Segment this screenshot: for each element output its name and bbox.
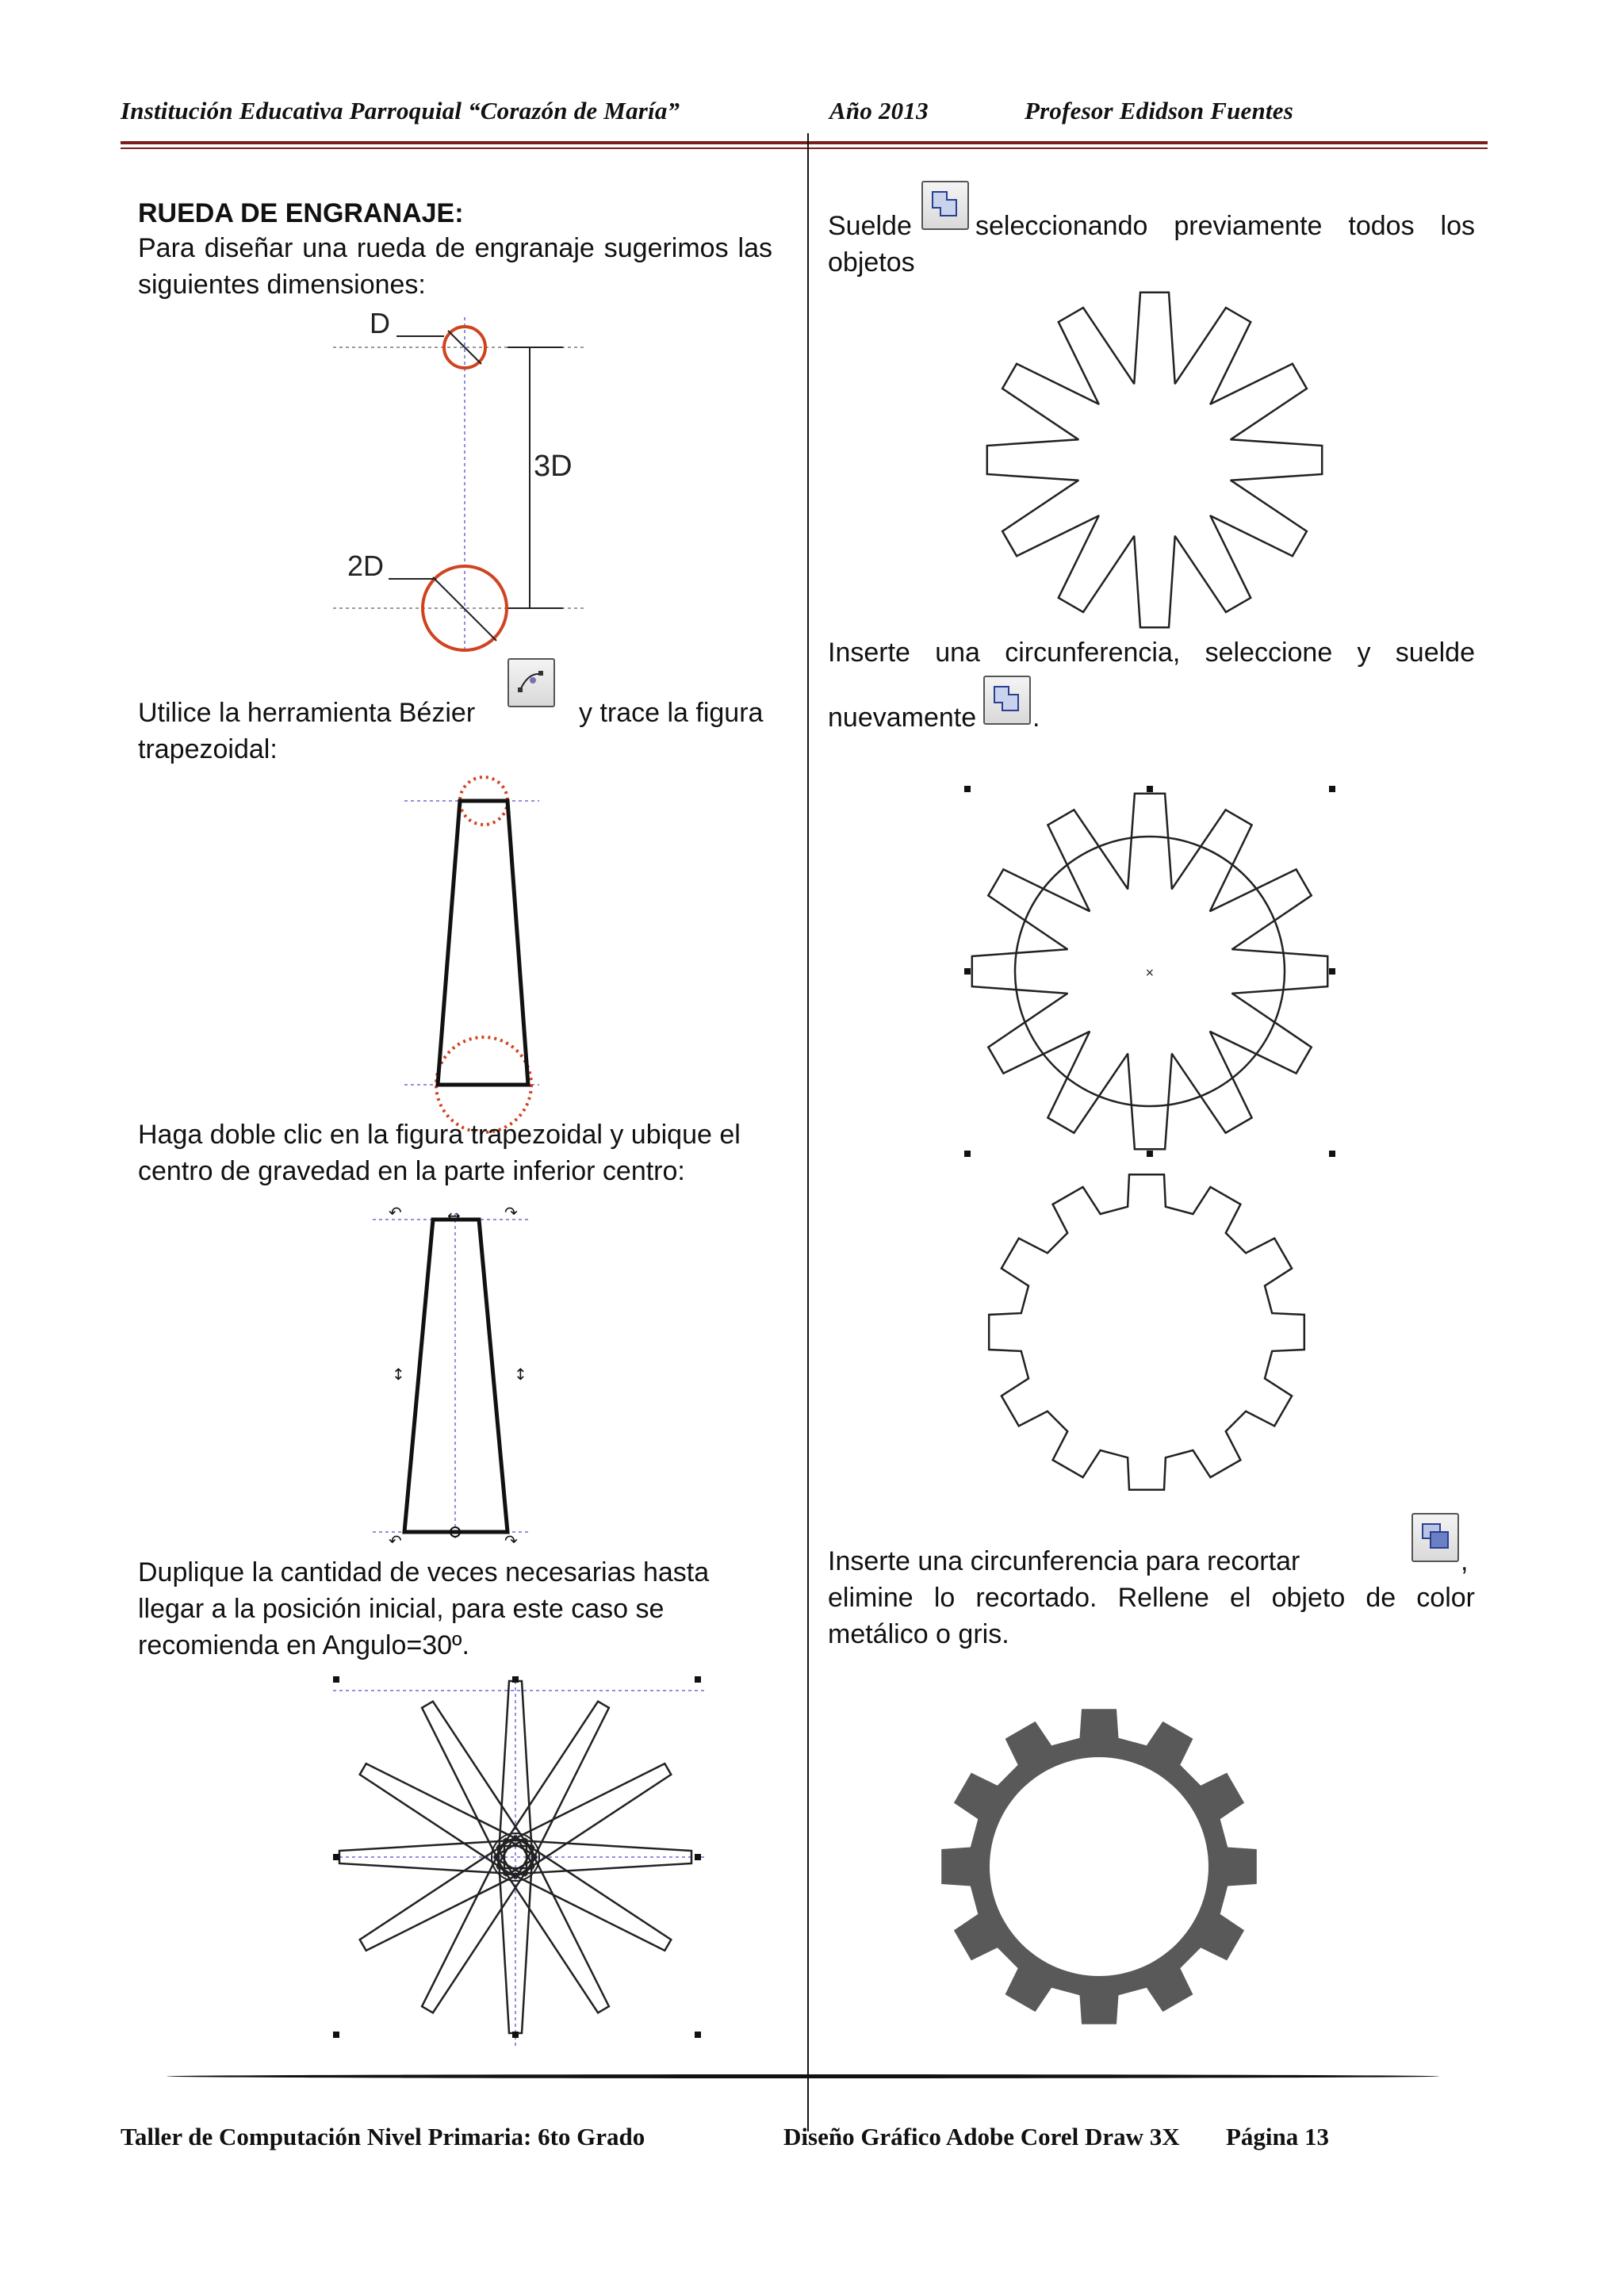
trapezoid-copy — [422, 1702, 536, 1875]
header-rule-thin — [121, 147, 1488, 149]
trim-line-2: elimine lo recortado. Rellene el objeto de color — [828, 1583, 1475, 1613]
gravity-line-2: centro de gravedad en la parte inferior centro: — [138, 1156, 685, 1186]
weld-rest: seleccionando previamente todos los — [975, 211, 1475, 241]
trim-button[interactable] — [1411, 1513, 1459, 1562]
gear-outline-figure — [980, 1166, 1313, 1499]
trapezoid-copy — [495, 1839, 609, 2013]
gear-outline — [989, 1174, 1304, 1490]
weld-line-2: objetos — [828, 247, 915, 278]
footer-subject: Diseño Gráfico Adobe Corel Draw 3X — [783, 2123, 1180, 2150]
trapezoid-copy — [360, 1836, 534, 1951]
welded-star-figure — [980, 285, 1329, 634]
trim-part1: Inserte una circunferencia para recortar — [828, 1546, 1300, 1576]
svg-text:×: × — [1145, 967, 1155, 979]
trim-icon — [1419, 1521, 1451, 1553]
filled-gear — [941, 1709, 1257, 2024]
footer-page: Página 13 — [1226, 2123, 1330, 2150]
trapezoid-copy — [360, 1764, 534, 1878]
svg-text:↷: ↷ — [504, 1531, 518, 1550]
footer-rule — [167, 2074, 1439, 2078]
duplicate-line-3: recomienda en Angulo=30º. — [138, 1630, 469, 1660]
bezier-text-line2: trapezoidal: — [138, 734, 278, 764]
dimension-diagram — [325, 301, 611, 658]
svg-text:↕: ↕ — [514, 1365, 527, 1384]
rotated-copies-figure — [317, 1673, 714, 2054]
filled-gear-figure — [933, 1700, 1266, 2033]
svg-text:↶: ↶ — [389, 1203, 402, 1222]
bezier-text-part2: y trace la figura — [579, 698, 764, 728]
trapezoid-figure — [396, 771, 555, 1104]
star-with-circle-figure — [959, 781, 1340, 1162]
circle-line-2: nuevamente — [828, 703, 977, 733]
trapezoid-rotation-figure — [357, 1205, 547, 1554]
trim-comma: , — [1461, 1546, 1469, 1576]
circle-period: . — [1032, 703, 1040, 733]
svg-text:↔: ↔ — [447, 1206, 461, 1225]
trapezoid-copy — [497, 1836, 671, 1951]
intro-line-2: siguientes dimensiones: — [138, 270, 426, 300]
trapezoid-copy — [497, 1764, 671, 1878]
header-rule — [121, 141, 1488, 144]
weld-icon-2 — [991, 684, 1023, 715]
trapezoid-copy — [422, 1839, 536, 2013]
footer-course: Taller de Computación Nivel Primaria: 6to Grado — [121, 2123, 645, 2150]
circle-line-1: Inserte una circunferencia, seleccione y suelde — [828, 638, 1475, 668]
duplicate-line-2: llegar a la posición inicial, para este caso se — [138, 1594, 665, 1624]
label-3d: 3D — [534, 450, 573, 483]
label-d: D — [370, 307, 390, 339]
weld-icon — [929, 189, 961, 220]
intro-line-1: Para diseñar una rueda de engranaje sugerimos las — [138, 233, 772, 263]
column-divider — [807, 133, 809, 2131]
weld-button-2[interactable] — [983, 676, 1031, 725]
svg-text:↶: ↶ — [389, 1531, 402, 1550]
bezier-tool-button[interactable] — [508, 658, 555, 707]
bezier-text-part1: Utilice la herramienta Bézier — [138, 698, 476, 728]
gravity-line-1: Haga doble clic en la figura trapezoidal y ubique el — [138, 1120, 741, 1150]
weld-button[interactable] — [921, 181, 969, 230]
section-heading: RUEDA DE ENGRANAJE: — [138, 198, 464, 228]
svg-text:↕: ↕ — [392, 1365, 405, 1384]
trim-line-3: metálico o gris. — [828, 1619, 1009, 1649]
header-institution: Institución Educativa Parroquial “Corazón de María” — [121, 97, 680, 124]
duplicate-line-1: Duplique la cantidad de veces necesarias hasta — [138, 1557, 710, 1587]
header-year: Año 2013 — [829, 97, 929, 124]
trapezoid-copy — [495, 1702, 609, 1875]
welded-star-outline — [987, 293, 1322, 627]
weld-word: Suelde — [828, 211, 912, 241]
label-2d: 2D — [347, 550, 385, 582]
svg-text:↷: ↷ — [504, 1203, 518, 1222]
bezier-tool-icon — [515, 666, 547, 698]
header-teacher: Profesor Edidson Fuentes — [1025, 97, 1293, 124]
